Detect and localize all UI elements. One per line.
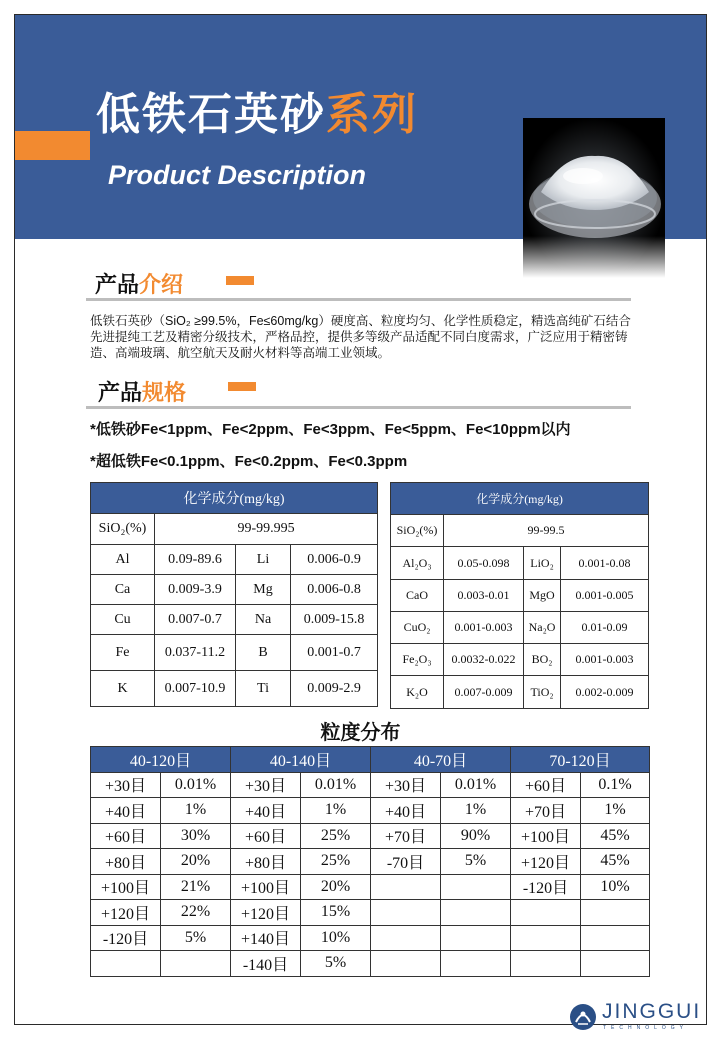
chem1-value: 0.006-0.9 [291,545,378,575]
percentage-cell: 45% [581,823,650,849]
mesh-size-cell [511,951,581,977]
table-row [391,547,649,580]
accent-bar [15,131,90,160]
chem1-value: 0.001-0.7 [291,635,378,671]
spec-line-low-iron: *低铁砂Fe<1ppm、Fe<2ppm、Fe<3ppm、Fe<5ppm、Fe<10ppm以内 [90,421,571,438]
chem1-element: Ti [236,671,291,707]
chem2-compound: CuO₂ [391,612,444,644]
mesh-size-cell: +60目 [511,772,581,798]
percentage-cell: 5% [161,925,231,951]
mesh-size-cell: +100目 [511,823,581,849]
percentage-cell [441,951,511,977]
chem-composition-table-2 [390,482,649,709]
percentage-cell [161,951,231,977]
chem2-value: 0.001-0.005 [561,580,649,612]
table-row [91,605,378,635]
spec-heading: 产品规格 [98,380,187,405]
percentage-cell [441,874,511,900]
intro-heading-mark [226,276,254,285]
chem2-compound: TiO₂ [524,676,561,709]
mesh-size-cell: +30目 [371,772,441,798]
chem1-element: Al [91,545,155,575]
percentage-cell: 1% [301,798,371,824]
percentage-cell [581,900,650,926]
chem2-value: 0.001-0.08 [561,547,649,580]
percentage-cell: 1% [581,798,650,824]
particle-distribution-table [90,746,650,977]
percentage-cell: 10% [301,925,371,951]
chem2-top-value: 99-99.5 [444,515,649,547]
table-row [391,676,649,709]
mesh-size-cell [371,951,441,977]
chem1-element: Cu [91,605,155,635]
psd-column-header: 40-70目 [371,747,511,773]
mesh-size-cell: +100目 [231,874,301,900]
chem1-value: 0.009-3.9 [155,575,236,605]
percentage-cell: 90% [441,823,511,849]
product-photo [523,118,665,278]
page-subtitle: Product Description [108,160,367,190]
table-row [391,644,649,676]
spec-heading-mark [228,382,256,391]
chem1-value: 0.037-11.2 [155,635,236,671]
percentage-cell: 22% [161,900,231,926]
chem2-value: 0.001-0.003 [561,644,649,676]
chem2-value: 0.007-0.009 [444,676,524,709]
chem2-value: 0.01-0.09 [561,612,649,644]
table-row [91,545,378,575]
percentage-cell: 45% [581,849,650,875]
mesh-size-cell: +80目 [91,849,161,875]
percentage-cell: 0.01% [441,772,511,798]
chem1-element: Na [236,605,291,635]
mesh-size-cell [371,925,441,951]
percentage-cell: 1% [161,798,231,824]
chem1-element: Mg [236,575,291,605]
photo-reflection [523,236,665,278]
intro-text: 低铁石英砂（SiO₂ ≥99.5%，Fe≤60mg/kg）硬度高、粒度均匀、化学性质稳定，精选高纯矿石结合先进提纯工艺及精密分级技术，严格品控，提供多等级产品适配不同白度需求，广泛应用于精密铸造、高端玻璃、航空航天及耐火材料等高端工业领域。 [90,314,631,360]
chem1-value: 0.09-89.6 [155,545,236,575]
chem2-compound: Fe₂O₃ [391,644,444,676]
percentage-cell [581,951,650,977]
chem1-header: 化学成分(mg/kg) [91,483,378,514]
chem2-compound: BO₂ [524,644,561,676]
chem1-value: 0.007-10.9 [155,671,236,707]
psd-column-header: 70-120目 [511,747,650,773]
percentage-cell: 21% [161,874,231,900]
chem2-value: 0.002-0.009 [561,676,649,709]
logo-tagline: TECHNOLOGY [603,1025,689,1031]
chem2-value: 0.003-0.01 [444,580,524,612]
mesh-size-cell [371,874,441,900]
intro-heading: 产品介绍 [95,272,184,297]
mesh-size-cell [371,900,441,926]
percentage-cell [441,925,511,951]
mesh-size-cell [91,951,161,977]
chem2-compound: CaO [391,580,444,612]
mesh-size-cell [511,925,581,951]
percentage-cell: 25% [301,823,371,849]
chem2-compound: Na₂O [524,612,561,644]
percentage-cell: 20% [301,874,371,900]
chem1-value: 0.009-15.8 [291,605,378,635]
table-row [91,575,378,605]
percentage-cell: 25% [301,849,371,875]
chem1-element: Li [236,545,291,575]
mesh-size-cell: +120目 [231,900,301,926]
chem1-element: K [91,671,155,707]
mesh-size-cell: -70目 [371,849,441,875]
percentage-cell: 15% [301,900,371,926]
mesh-size-cell: +70目 [371,823,441,849]
mesh-size-cell [511,900,581,926]
table-row [91,874,650,900]
percentage-cell [581,925,650,951]
psd-column-header: 40-120目 [91,747,231,773]
percentage-cell: 1% [441,798,511,824]
mesh-size-cell: +40目 [91,798,161,824]
psd-column-header: 40-140目 [231,747,371,773]
percentage-cell [441,900,511,926]
mesh-size-cell: +60目 [91,823,161,849]
percentage-cell: 5% [301,951,371,977]
mesh-size-cell: +120目 [511,849,581,875]
percentage-cell: 30% [161,823,231,849]
table-row [91,849,650,875]
intro-divider [86,298,631,301]
chem1-value: 0.007-0.7 [155,605,236,635]
chem1-element: Fe [91,635,155,671]
table-row [91,951,650,977]
percentage-cell: 0.1% [581,772,650,798]
mesh-size-cell: +30目 [91,772,161,798]
table-row [91,635,378,671]
chem2-value: 0.001-0.003 [444,612,524,644]
chem1-value: 0.006-0.8 [291,575,378,605]
mesh-size-cell: +140目 [231,925,301,951]
mesh-size-cell: -120目 [511,874,581,900]
table-row [391,580,649,612]
mesh-size-cell: +120目 [91,900,161,926]
chem1-value: 0.009-2.9 [291,671,378,707]
logo-name: JINGGUI [602,1000,702,1023]
percentage-cell: 0.01% [301,772,371,798]
spec-divider [86,406,631,409]
mesh-size-cell: +30目 [231,772,301,798]
mesh-size-cell: +70目 [511,798,581,824]
chem-composition-table-1 [90,482,378,707]
table-row [391,612,649,644]
psd-body [91,772,650,976]
percentage-cell: 10% [581,874,650,900]
chem2-value: 0.05-0.098 [444,547,524,580]
mesh-size-cell: +80目 [231,849,301,875]
chem2-compound: Al₂O₃ [391,547,444,580]
spec-line-ultra-low-iron: *超低铁Fe<0.1ppm、Fe<0.2ppm、Fe<0.3ppm [90,453,408,470]
chem1-top-label: SiO₂(%) [91,514,155,545]
table-row [91,798,650,824]
chem2-top-label: SiO₂(%) [391,515,444,547]
particle-distribution-title: 粒度分布 [320,722,401,744]
mesh-size-cell: +40目 [371,798,441,824]
table-row [91,823,650,849]
mesh-size-cell: -140目 [231,951,301,977]
percentage-cell: 0.01% [161,772,231,798]
chem1-element: Ca [91,575,155,605]
chem1-top-value: 99-99.995 [155,514,378,545]
chem2-compound: LiO₂ [524,547,561,580]
chem1-element: B [236,635,291,671]
table-row [91,900,650,926]
mesh-size-cell: +60目 [231,823,301,849]
table-row [91,671,378,707]
page-title: 低铁石英砂系列 [96,90,418,139]
chem2-header: 化学成分(mg/kg) [391,483,649,515]
percentage-cell: 5% [441,849,511,875]
mesh-size-cell: +40目 [231,798,301,824]
chem2-value: 0.0032-0.022 [444,644,524,676]
table-row [91,925,650,951]
chem2-compound: K₂O [391,676,444,709]
percentage-cell: 20% [161,849,231,875]
logo-emblem-icon [568,1002,598,1032]
table-row [91,772,650,798]
mesh-size-cell: +100目 [91,874,161,900]
brand-logo [568,1000,702,1036]
mesh-size-cell: -120目 [91,925,161,951]
chem2-compound: MgO [524,580,561,612]
